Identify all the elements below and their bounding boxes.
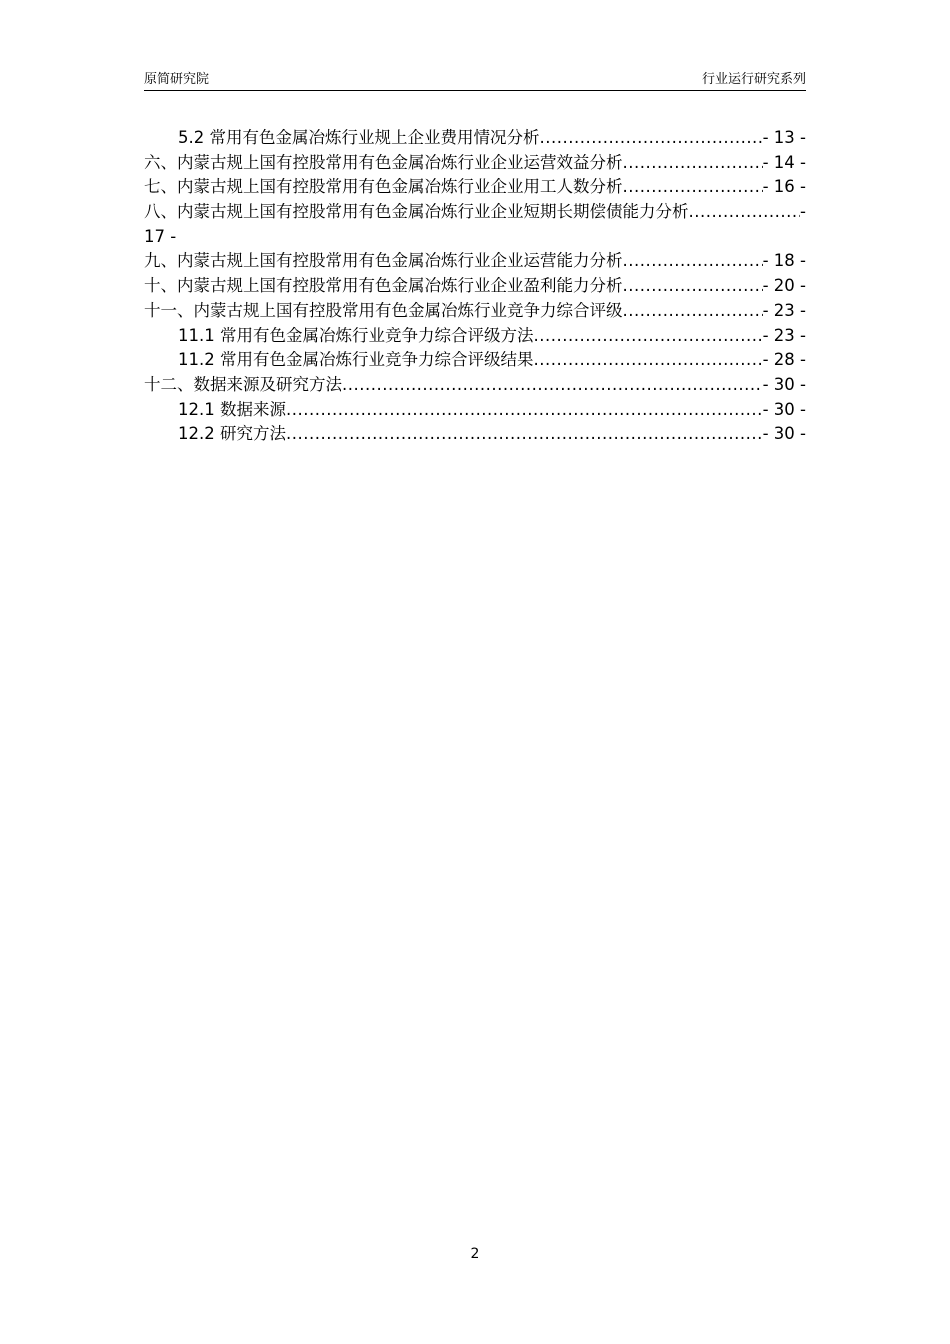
toc-entry-page: - 30 - <box>762 399 806 419</box>
header-org-name: 原简研究院 <box>144 72 210 87</box>
toc-entry-continuation[interactable] <box>144 225 806 250</box>
toc-entry[interactable] <box>144 373 806 398</box>
toc-entry-page: - 20 - <box>762 276 806 296</box>
toc-entry-page: - 23 - <box>762 325 806 345</box>
toc-entry-page-wrapped: 17 - <box>144 226 177 246</box>
toc-entry-title: 11.1 常用有色金属冶炼行业竞争力综合评级方法 <box>178 325 534 345</box>
toc-entry-title: 六、内蒙古规上国有控股常用有色金属冶炼行业企业运营效益分析 <box>144 152 623 172</box>
toc-entry[interactable] <box>144 324 806 349</box>
table-of-contents <box>144 126 806 447</box>
toc-entry[interactable] <box>144 175 806 200</box>
toc-entry-page: - <box>800 202 806 222</box>
toc-entry-title: 5.2 常用有色金属冶炼行业规上企业费用情况分析 <box>178 128 540 147</box>
toc-entry-title: 十二、数据来源及研究方法 <box>144 374 342 394</box>
toc-entry-title: 十、内蒙古规上国有控股常用有色金属冶炼行业企业盈利能力分析 <box>144 276 623 296</box>
toc-leader-dots <box>623 299 763 324</box>
toc-entry-title: 十一、内蒙古规上国有控股常用有色金属冶炼行业竞争力综合评级 <box>144 300 623 320</box>
toc-entry-title: 12.2 研究方法 <box>178 424 286 444</box>
page-number: 2 <box>470 1246 480 1262</box>
toc-leader-dots <box>623 249 763 274</box>
toc-entry-title: 九、内蒙古规上国有控股常用有色金属冶炼行业企业运营能力分析 <box>144 251 623 271</box>
toc-entry-page: - 16 - <box>762 177 806 197</box>
toc-entry[interactable] <box>144 348 806 373</box>
header-series-name: 行业运行研究系列 <box>701 72 806 87</box>
toc-entry[interactable] <box>144 249 806 274</box>
toc-leader-dots <box>342 373 763 398</box>
toc-leader-dots <box>623 151 763 176</box>
toc-entry-title: 11.2 常用有色金属冶炼行业竞争力综合评级结果 <box>178 350 534 370</box>
toc-leader-dots <box>533 324 762 349</box>
toc-entry-page: - 30 - <box>762 374 806 394</box>
toc-entry-page: - 18 - <box>762 251 806 271</box>
toc-entry[interactable] <box>144 274 806 299</box>
toc-entry-title: 七、内蒙古规上国有控股常用有色金属冶炼行业企业用工人数分析 <box>144 177 623 197</box>
toc-entry-page: - 28 - <box>762 350 806 370</box>
toc-entry-page: - 30 - <box>762 424 806 444</box>
toc-leader-dots <box>623 274 763 299</box>
toc-leader-dots <box>623 175 763 200</box>
toc-entry[interactable] <box>144 422 806 447</box>
toc-entry-page: - 23 - <box>762 300 806 320</box>
toc-entry-page: - 14 - <box>762 152 806 172</box>
toc-leader-dots <box>540 126 763 151</box>
toc-entry-title: 八、内蒙古规上国有控股常用有色金属冶炼行业企业短期长期偿债能力分析 <box>144 202 689 222</box>
toc-entry[interactable] <box>144 299 806 324</box>
toc-leader-dots <box>286 422 763 447</box>
toc-leader-dots <box>286 398 763 423</box>
toc-entry-page: - 13 - <box>762 128 806 147</box>
toc-entry[interactable] <box>144 151 806 176</box>
toc-leader-dots <box>689 200 801 225</box>
toc-entry[interactable] <box>144 398 806 423</box>
toc-entry[interactable] <box>144 200 806 225</box>
toc-entry[interactable] <box>144 126 806 151</box>
toc-leader-dots <box>533 348 762 373</box>
page-header <box>144 66 806 91</box>
toc-entry-title: 12.1 数据来源 <box>178 399 286 419</box>
